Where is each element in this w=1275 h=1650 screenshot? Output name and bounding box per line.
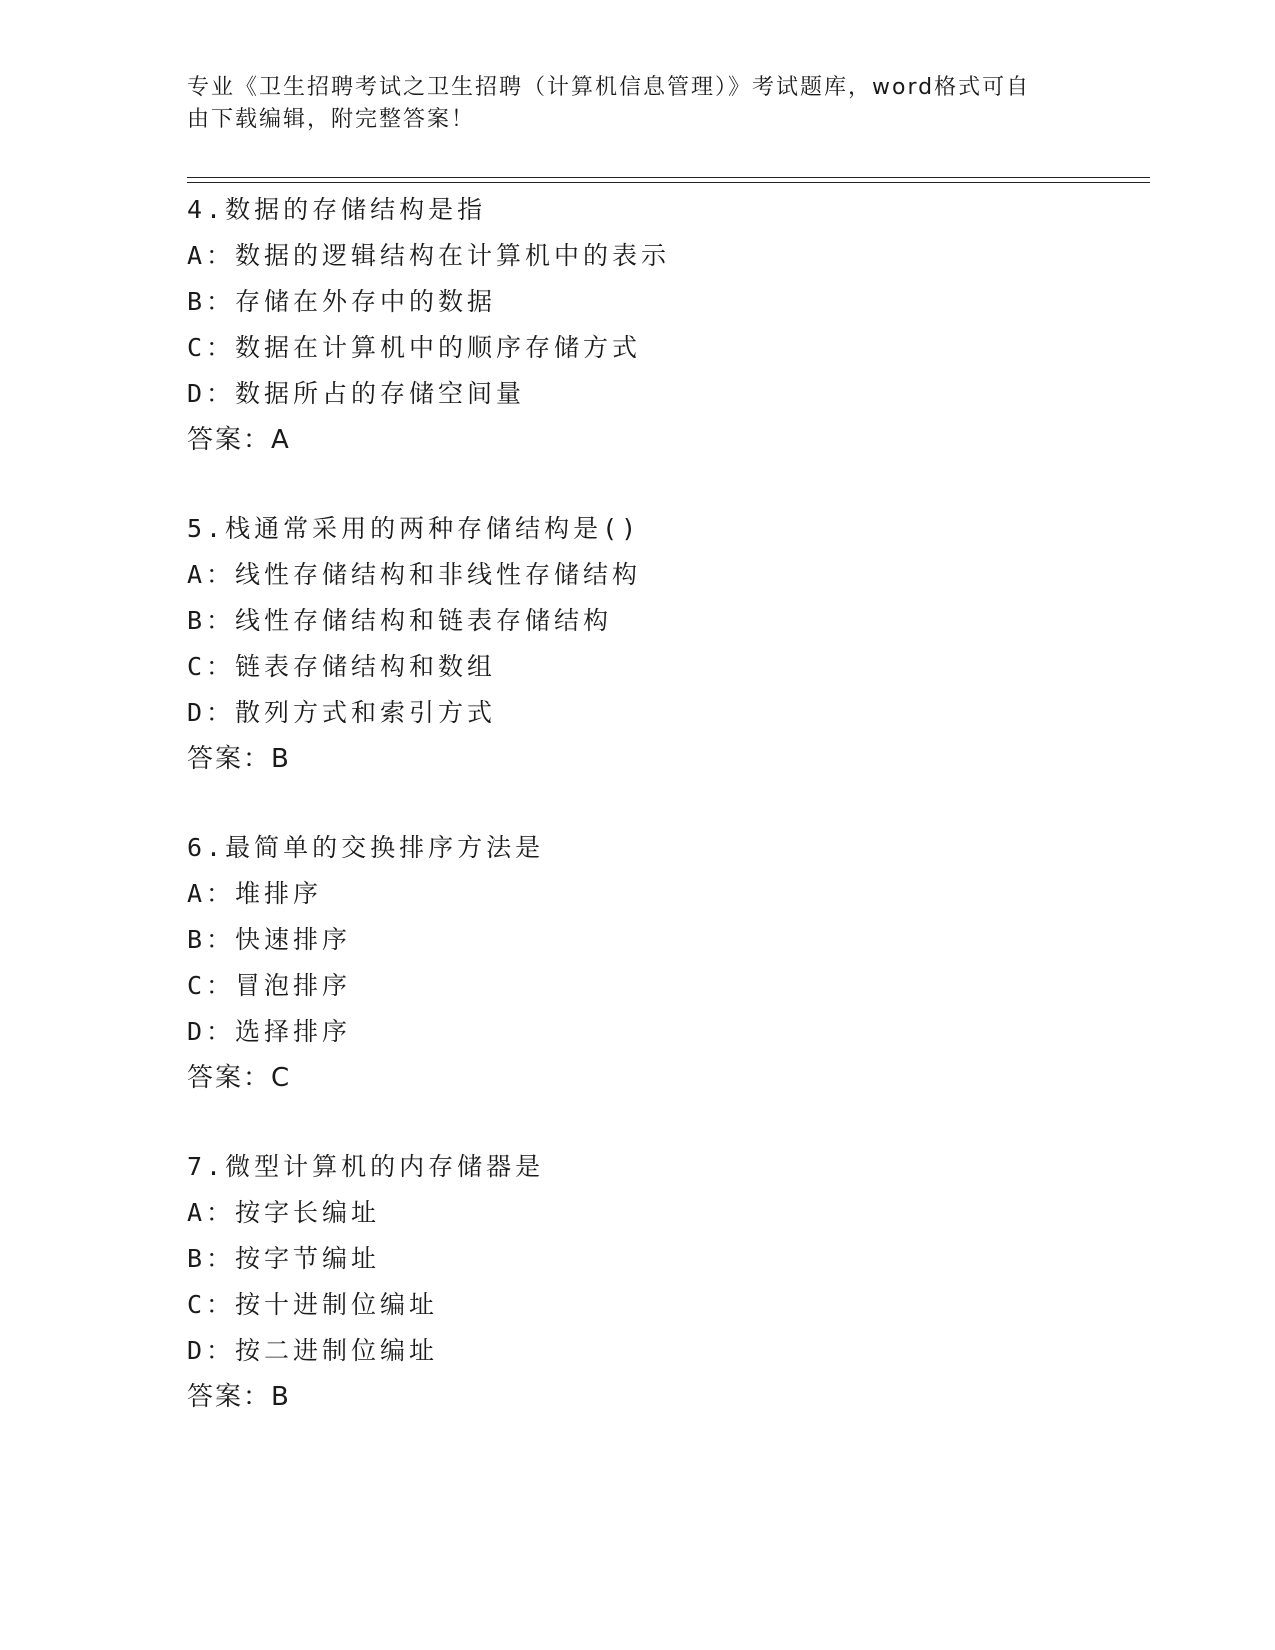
answer-line: 答案：B — [187, 1382, 291, 1412]
option-d: D：数据所占的存储空间量 — [187, 379, 526, 408]
answer-line: 答案：B — [187, 744, 291, 774]
option-b: B：存储在外存中的数据 — [187, 287, 497, 316]
question-stem: 7.微型计算机的内存储器是 — [187, 1152, 545, 1181]
option-a: A：数据的逻辑结构在计算机中的表示 — [187, 241, 671, 270]
question-stem: 6.最简单的交换排序方法是 — [187, 833, 545, 862]
option-c: C：冒泡排序 — [187, 971, 352, 1000]
header-divider-bottom — [187, 182, 1150, 183]
question-stem: 4.数据的存储结构是指 — [187, 195, 487, 224]
question-stem: 5.栈通常采用的两种存储结构是() — [187, 514, 641, 543]
option-d: D：按二进制位编址 — [187, 1336, 439, 1365]
option-a: A：堆排序 — [187, 879, 323, 908]
document-header — [187, 72, 1067, 136]
question-5 — [187, 506, 1087, 782]
question-4 — [187, 187, 1087, 463]
option-b: B：按字节编址 — [187, 1244, 381, 1273]
option-b: B：快速排序 — [187, 925, 352, 954]
option-d: D：散列方式和索引方式 — [187, 698, 497, 727]
header-line-2: 由下载编辑，附完整答案！ — [187, 107, 476, 132]
question-7 — [187, 1144, 1087, 1420]
option-c: C：链表存储结构和数组 — [187, 652, 497, 681]
option-c: C：按十进制位编址 — [187, 1290, 439, 1319]
option-c: C：数据在计算机中的顺序存储方式 — [187, 333, 642, 362]
header-divider-top — [187, 177, 1150, 178]
option-a: A：按字长编址 — [187, 1198, 381, 1227]
option-d: D：选择排序 — [187, 1017, 352, 1046]
answer-line: 答案：C — [187, 1063, 292, 1093]
header-line-1: 专业《卫生招聘考试之卫生招聘（计算机信息管理）》考试题库，word格式可自 — [187, 75, 1031, 100]
option-b: B：线性存储结构和链表存储结构 — [187, 606, 613, 635]
option-a: A：线性存储结构和非线性存储结构 — [187, 560, 642, 589]
answer-line: 答案：A — [187, 425, 291, 455]
question-6 — [187, 825, 1087, 1101]
